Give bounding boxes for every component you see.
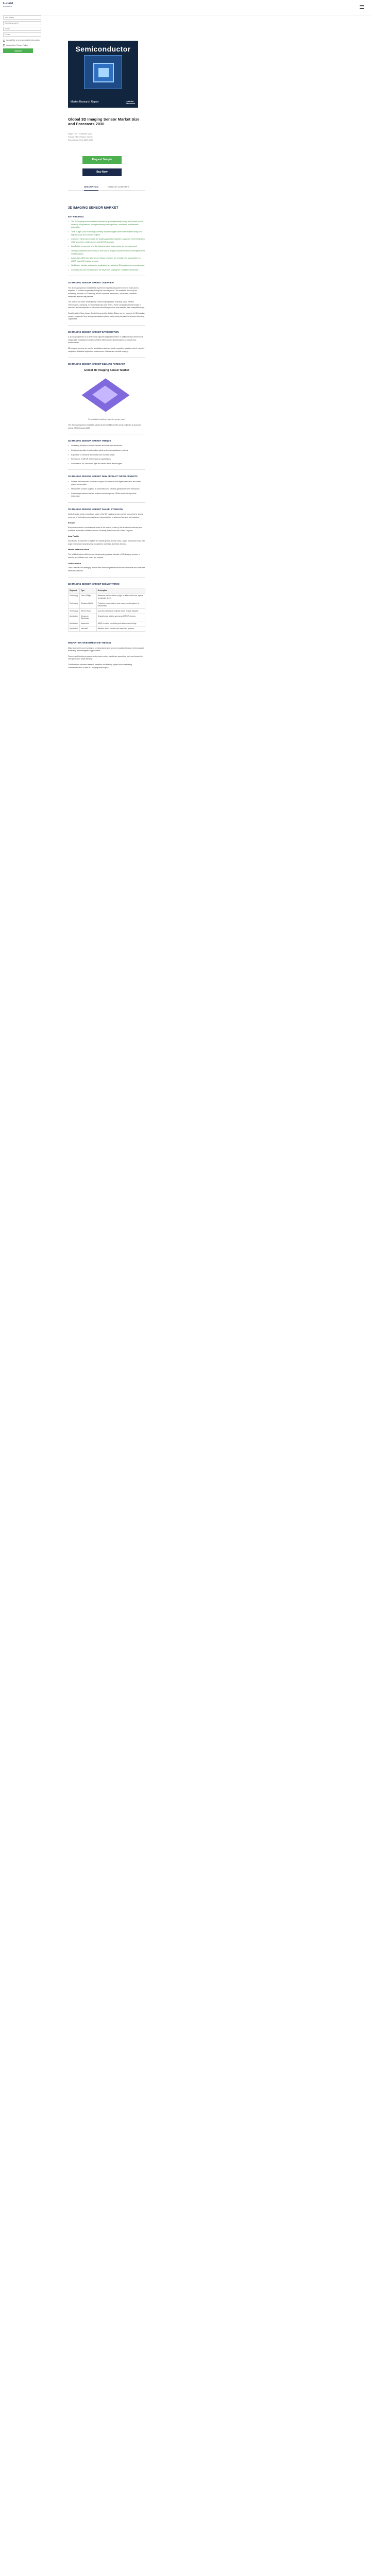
divider bbox=[68, 577, 145, 578]
paragraph: The market has been dominated by several major players, including Sony, Infineon Technologies, Samsung, STMicroelectronics and others. These companies invest heavily in research and development to introduce innovative products and maintain their competitive edge. bbox=[68, 301, 145, 309]
segmentation-heading: 3D IMAGING SENSOR MARKET SEGMENTATION bbox=[68, 582, 120, 585]
table-cell: Stereo Vision bbox=[79, 608, 96, 614]
list-item: • Partnerships between sensor makers and smartphone OEMs accelerated product integration. bbox=[68, 493, 145, 498]
list-item: • Expansion of industrial automation and machine vision. bbox=[68, 454, 145, 457]
table-header: Type bbox=[79, 588, 96, 593]
cover-subtitle: Market Research Report bbox=[71, 100, 99, 104]
list-item: • Growing integration in automotive safety and driver assistance systems. bbox=[68, 449, 145, 452]
list-item: • Time-of-flight (ToF) technology currently holds the largest share of the market owing to its high accuracy and compact footprint. bbox=[68, 231, 145, 236]
table-cell: Application bbox=[69, 614, 80, 621]
report-description bbox=[68, 206, 145, 672]
cover-logo-line-2: Research bbox=[125, 101, 135, 105]
introduction-heading: 3D IMAGING SENSOR MARKET INTRODUCTION bbox=[68, 330, 119, 333]
meta-line-2: Format: PDF | Region: Global bbox=[68, 136, 93, 139]
table-cell: Consumer Electronics bbox=[79, 614, 96, 621]
figure-title: Global 3D Imaging Sensor Market bbox=[84, 369, 129, 372]
report-meta bbox=[68, 132, 93, 142]
list-item: • Several manufacturers launched compact ToF sensors with higher resolution and lower power consumption. bbox=[68, 481, 145, 486]
table-row bbox=[69, 614, 145, 621]
table-cell: Automotive bbox=[79, 621, 96, 626]
developments-heading: 3D IMAGING SENSOR MARKET NEW PRODUCT DEVELOPMENTS bbox=[68, 475, 138, 478]
list-item: • The 3D imaging sensor market is expected to grow significantly during the forecast period, driven by rising demand for depth sensing in smartphones, automotive and industrial automation. bbox=[68, 221, 145, 229]
table-cell: Application bbox=[69, 621, 80, 626]
segmentation-table bbox=[68, 588, 145, 632]
paragraph: The 3D imaging sensor market has experienced significant growth in recent years and is expected to continue expanding during the forecast period. The market is driven by the increasing adoption of 3D sensing across consumer electronics, automotive, industrial, healthcare and security sectors. bbox=[68, 286, 139, 298]
table-cell: Machine vision, robotics and inspection systems. bbox=[96, 626, 145, 632]
paragraph: Countries like China, Japan, South Korea and the United States are key markets for 3D imaging sensors, supported by a strong manufacturing base and growing demand for advanced sensing capabilities. bbox=[68, 312, 145, 320]
list-item: • Healthcare, robotics and security applications are adopting 3D imaging at an increasing rate. bbox=[68, 264, 145, 267]
table-cell: Measures the time taken by light to reflect back from objects to calculate depth. bbox=[96, 593, 145, 601]
table-cell: Smartphones, tablets, gaming and AR/VR devices. bbox=[96, 614, 145, 621]
submit-button[interactable]: Submit bbox=[3, 48, 33, 53]
list-item: • Emergence of AR/VR and metaverse applications. bbox=[68, 458, 145, 461]
overview-heading: 3D IMAGING SENSOR MARKET OVERVIEW bbox=[68, 281, 114, 284]
consent-label-1: I would like to receive related information bbox=[6, 39, 40, 41]
cover-logo-line-1: Lucintel bbox=[125, 99, 134, 103]
table-row bbox=[69, 593, 145, 601]
chip-image bbox=[84, 55, 122, 89]
request-form bbox=[3, 15, 41, 53]
list-item: • Leading companies are investing in new sensor designs and partnerships to strengthen their market position. bbox=[68, 250, 145, 256]
list-item: • Asia Pacific is expected to be the fastest growing region during the forecast period. bbox=[68, 245, 145, 248]
list-item: • Advances in ToF, structured light and stereo vision technologies. bbox=[68, 463, 145, 466]
email-field[interactable]: Email bbox=[3, 27, 41, 31]
report-cover bbox=[68, 41, 138, 108]
consent-checkbox-2[interactable] bbox=[3, 44, 41, 47]
cover-logo bbox=[126, 100, 135, 105]
list-item: • Increasing adoption in mobile devices and consumer electronics. bbox=[68, 445, 145, 448]
divider bbox=[68, 325, 145, 326]
cover-title: Semiconductor bbox=[75, 45, 131, 53]
phone-field[interactable]: Phone bbox=[3, 32, 41, 37]
paragraph: Asia Pacific is expected to register the fastest growth, led by China, Japan and South Korea with large electronics manufacturing ecosystems and rising domestic demand. bbox=[68, 540, 145, 545]
paragraph: 3D imaging sensors are used in applications such as facial recognition, gesture control, robotics navigation, industrial inspection, autonomous vehicles and medical imaging. bbox=[68, 347, 145, 352]
region-label: Europe bbox=[68, 522, 75, 524]
section-heading-main: 3D IMAGING SENSOR MARKET bbox=[68, 206, 119, 210]
paragraph: The Middle East and Africa region is witnessing gradual adoption of 3D imaging sensors in security, surveillance and smart city projects. bbox=[68, 553, 140, 558]
divider bbox=[68, 357, 145, 358]
key-findings-list bbox=[68, 221, 145, 272]
table-cell: Structured Light bbox=[79, 601, 96, 608]
region-label: Middle East and Africa bbox=[68, 549, 89, 551]
meta-line-1: Pages: 150 | Published: 2024 bbox=[68, 133, 92, 135]
list-item: • Consumer electronics remains the leading application segment, supported by the integration of 3D sensing in mobile devices and AR/VR headsets. bbox=[68, 238, 145, 244]
logo-name: Lucintel bbox=[3, 2, 13, 5]
table-cell: Technology bbox=[69, 601, 80, 608]
developments-list bbox=[68, 481, 145, 498]
paragraph: A 3D imaging sensor is a device that captures depth information in addition to two-dimensional image data, enabling the creation of three-dimensional representations of objects and environments. bbox=[68, 336, 144, 344]
list-item: • Automotive ADAS and autonomous driving programs are creating new opportunities for LiDAR based 3D imaging sensors. bbox=[68, 257, 145, 263]
table-header: Segment bbox=[69, 588, 80, 593]
figure-caption: For a detailed breakdown, request a sample report. bbox=[88, 418, 126, 420]
consent-checkbox-1[interactable] bbox=[3, 39, 41, 42]
page-title: Global 3D Imaging Sensor Market Size and Forecasts 2030 bbox=[68, 117, 140, 127]
paragraph: Europe represents a considerable share of the market, driven by the automotive industry and industrial automation initiatives across Germany, France and the United Kingdom. bbox=[68, 527, 142, 532]
top-bar bbox=[0, 0, 371, 15]
table-cell: Technology bbox=[69, 593, 80, 601]
list-item: • Cost reduction and miniaturization are key trends shaping the competitive landscape. bbox=[68, 269, 145, 272]
region-label: Asia Pacific bbox=[68, 535, 79, 538]
table-cell: ADAS, in-cabin monitoring and autonomous driving. bbox=[96, 621, 145, 626]
consent-label-2: I accept the Privacy Policy bbox=[6, 44, 28, 46]
region-label: Latin America bbox=[68, 562, 81, 565]
divider bbox=[68, 469, 145, 470]
paragraph: Government funding programs and private venture capital are supporting start-ups focused on next generation depth sensing. bbox=[68, 655, 143, 660]
table-header: Description bbox=[96, 588, 145, 593]
investment-heading: INNOVATION INVESTMENTS BY REGION bbox=[68, 641, 111, 645]
logo-tagline: Research bbox=[3, 5, 12, 8]
regional-heading: 3D IMAGING SENSOR MARKET SHARE, BY REGION bbox=[68, 507, 124, 511]
table-cell: Industrial bbox=[79, 626, 96, 632]
report-tabs bbox=[68, 184, 145, 191]
checkbox-icon[interactable] bbox=[3, 40, 5, 42]
request-sample-button[interactable]: Request Sample bbox=[82, 156, 122, 164]
site-logo[interactable] bbox=[3, 3, 13, 8]
size-forecast-heading: 3D IMAGING SENSOR MARKET SIZE AND FORECAST bbox=[68, 363, 125, 366]
table-cell: Time-of-Flight bbox=[79, 593, 96, 601]
hamburger-icon[interactable] bbox=[360, 5, 364, 9]
checkbox-icon[interactable] bbox=[3, 44, 5, 46]
divider bbox=[68, 502, 145, 503]
tab-description[interactable]: DESCRIPTION bbox=[84, 184, 98, 191]
table-cell: Technology bbox=[69, 608, 80, 614]
company-field[interactable]: Company name bbox=[3, 21, 41, 25]
key-findings-heading: KEY FINDINGS bbox=[68, 215, 84, 218]
tab-table-of-contents[interactable]: TABLE OF CONTENTS bbox=[107, 185, 129, 188]
paragraph: The 3D imaging sensor market is valued at several billion USD and is projected to grow at a strong CAGR through 2030. bbox=[68, 423, 142, 429]
paragraph: North America holds a significant share of the 3D imaging sensor market, supported by strong presence of technology companies and early adoption of advanced sensing technologies. bbox=[68, 513, 143, 518]
table-cell: Application bbox=[69, 626, 80, 632]
table-row bbox=[69, 608, 145, 614]
trends-list bbox=[68, 445, 145, 465]
table-row bbox=[69, 601, 145, 608]
meta-line-3: Report Code: LUC-3DIS-2030 bbox=[68, 139, 93, 142]
trends-heading: 3D IMAGING SENSOR MARKET TRENDS bbox=[68, 439, 111, 443]
table-cell: Uses two cameras to estimate depth through disparity. bbox=[96, 608, 145, 614]
name-field[interactable]: Your name bbox=[3, 15, 41, 20]
list-item: • New LiDAR sensors targeted at automotive and robotics applications were introduced. bbox=[68, 488, 145, 491]
market-illustration bbox=[76, 375, 138, 417]
buy-now-button[interactable]: Buy Now bbox=[82, 168, 122, 176]
paragraph: Major economies are investing in semiconductor and sensor innovation to secure technological leadership and strengthen supply chains. bbox=[68, 647, 144, 652]
paragraph: Collaborations between research institutes and industry players are accelerating commercialization of new 3D imaging technologies. bbox=[68, 664, 132, 669]
table-cell: Projects a known pattern onto a scene and analyzes its deformation. bbox=[96, 601, 145, 608]
table-row bbox=[69, 621, 145, 626]
table-row bbox=[69, 626, 145, 632]
paragraph: Latin America is an emerging market with increasing demand from the automotive and consumer electronics sectors. bbox=[68, 567, 145, 572]
